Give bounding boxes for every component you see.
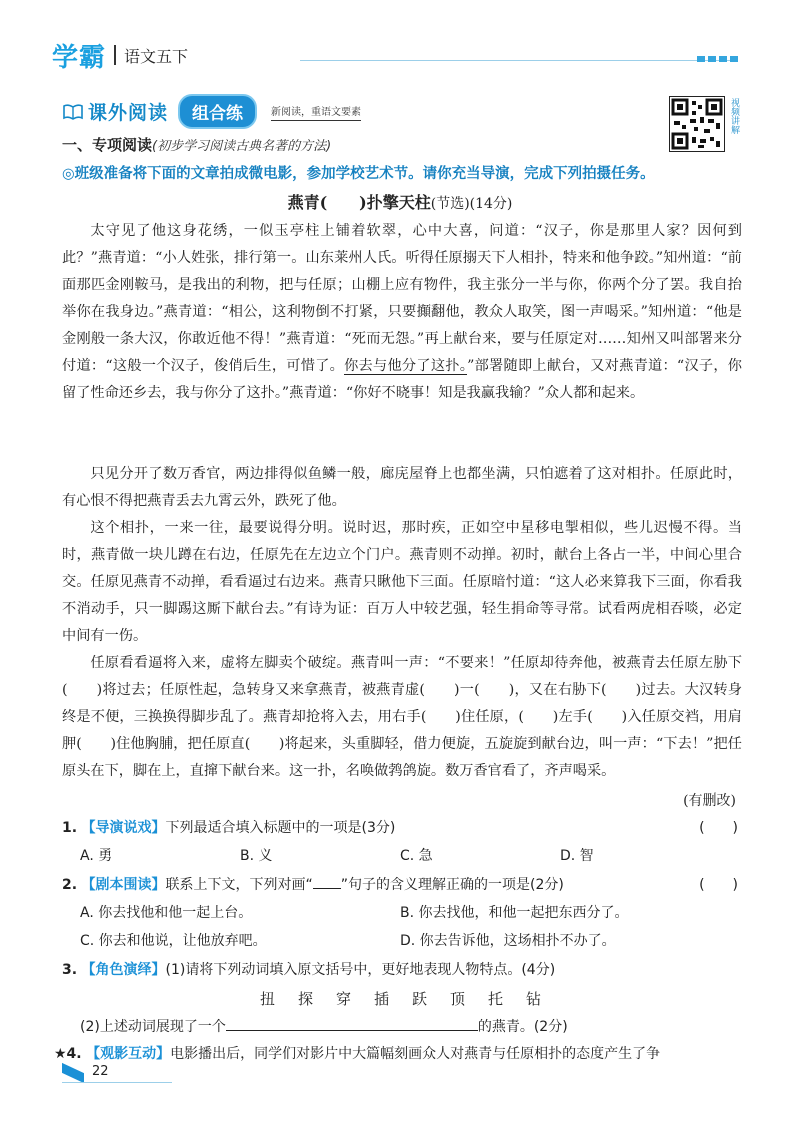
question-1-answer-bracket[interactable]: ( ) bbox=[699, 820, 738, 836]
article-paragraph-2: 只见分开了数万香官，两边排得似鱼鳞一般，廊庑屋脊上也都坐满，只怕遮着了这对相扑。任原此时，有心恨不得把燕青丢去九霄云外，跌死了他。 bbox=[62, 466, 742, 509]
question-3-tag: 【角色演绎】 bbox=[81, 962, 166, 978]
question-1-number: 1. bbox=[62, 820, 78, 836]
question-4-number: ★4. bbox=[54, 1046, 82, 1062]
part1-note: (初步学习阅读古典名著的方法) bbox=[152, 139, 332, 154]
question-2-option-b[interactable]: B. 你去找他，和他一起把东西分了。 bbox=[400, 905, 629, 921]
question-1-option-d[interactable]: D. 智 bbox=[560, 848, 594, 864]
article-paragraph-3: 这个相扑，一来一往，最要说得分明。说时迟，那时疾，正如空中星移电掣相似，些儿迟慢不得。当时，燕青做一块儿蹲在右边，任原先在左边立个门户。燕青则不动掸。初时，献台上各占一半，中间心里合交。任原见燕青不动掸，看看逼过右边来。燕青只瞅他下三面。任原暗忖道：“这人必来算我下三面，你看我不消动手，只一脚踢这厮下献台去。”有诗为证：百万人中较艺强，轻生捐命等寻常。试看两虎相吞啖，必定中间有一伤。 bbox=[62, 520, 742, 644]
verb-list bbox=[260, 988, 564, 1009]
question-3-answer-line[interactable] bbox=[226, 1016, 478, 1031]
part1-heading bbox=[62, 134, 331, 155]
verb-item: 穿 bbox=[336, 990, 352, 1008]
brand-logo: 学霸 bbox=[52, 42, 107, 73]
verb-item: 插 bbox=[374, 990, 390, 1008]
question-1-option-b[interactable]: B. 义 bbox=[240, 848, 273, 864]
question-4-tag: 【观影互动】 bbox=[86, 1046, 171, 1062]
question-2-option-d[interactable]: D. 你去告诉他，这场相扑不办了。 bbox=[400, 933, 616, 949]
verb-item: 顶 bbox=[450, 990, 466, 1008]
question-1 bbox=[62, 817, 395, 837]
question-3-number: 3. bbox=[62, 962, 78, 978]
question-3-part-2-text-a: (2)上述动词展现了一个 bbox=[80, 1019, 226, 1035]
question-3-part-2-text-b: 的燕青。(2分) bbox=[477, 1019, 568, 1035]
question-2-text-a: 联系上下文，下列对画“ bbox=[165, 877, 313, 893]
question-1-option-a[interactable]: A. 勇 bbox=[80, 848, 113, 864]
header-separator bbox=[114, 45, 116, 65]
verb-item: 托 bbox=[488, 990, 504, 1008]
article-paragraph-1: 太守见了他这身花绣，一似玉亭柱上铺着软翠，心中大喜，问道：“汉子，你是那里人家？因何到此？”燕青道：“小人姓张，排行第一。山东莱州人氏。听得任原搦天下人相扑，特来和他争跤。”知州道：“前面那匹金刚鞍马，是我出的利物，把与任原；山棚上应有物件，我主张分一半与你，你两个分了罢。我自抬举你在我身边。”燕青道：“相公，这利物倒不打紧，只要攧翻他，教众人取笑，图一声喝采。”知州道：“他是金刚般一条大汉，你敢近他不得！”燕青道：“死而无怨。”再上献台来，要与任原定对……知州又叫部署来分付道：“这般一个汉子，俊俏后生，可惜了。你去与他分了这扑。”部署随即上献台，又对燕青道：“汉子，你留了性命还乡去，我与你分了这扑。”燕青道：“你好不晓事！知是我赢我输？”众人都和起来。 bbox=[62, 223, 742, 401]
section-pill: 组合练 bbox=[178, 94, 257, 129]
question-3-part-2 bbox=[80, 1016, 568, 1036]
question-2-number: 2. bbox=[62, 877, 78, 893]
verb-item: 探 bbox=[298, 990, 314, 1008]
article-paragraph-4: 任原看看逼将入来，虚将左脚卖个破绽。燕青叫一声：“不要来！”任原却待奔他，被燕青去任原左胁下( )将过去；任原性起，急转身又来拿燕青，被燕青虚( )一( )，又在右胁下( )过去。大汉转身终是不便，三换换得脚步乱了。燕青却抢将入去，用右手( )住任原，( )左手( )入任原交裆，用肩胛( )住他胸脯，把任原直( )将起来，头重脚轻，借力便旋，五旋旋到献台边，叫一声：“下去！”把任原头在下，脚在上，直撺下献台来。这一扑，名唤做鹁鸽旋。数万香官看了，齐声喝采。 bbox=[62, 655, 742, 779]
verb-item: 钻 bbox=[526, 990, 542, 1008]
question-2-option-c[interactable]: C. 你去和他说，让他放弃吧。 bbox=[80, 933, 267, 949]
question-3-text: (1)请将下列动词填入原文括号中，更好地表现人物特点。(4分) bbox=[165, 962, 556, 978]
article-title-note: (节选)(14分) bbox=[430, 196, 513, 212]
question-1-text: 下列最适合填入标题中的一项是(3分) bbox=[165, 820, 396, 836]
header bbox=[52, 38, 188, 72]
question-2-option-a[interactable]: A. 你去找他和他一起上台。 bbox=[80, 905, 253, 921]
grade-label: 语文五下 bbox=[124, 46, 189, 66]
question-2-tag: 【剧本围读】 bbox=[81, 877, 166, 893]
question-4 bbox=[54, 1043, 660, 1063]
verb-item: 扭 bbox=[260, 990, 276, 1008]
part1-title: 一、专项阅读 bbox=[62, 136, 153, 154]
question-2-text-b: ”句子的含义理解正确的一项是(2分) bbox=[340, 877, 564, 893]
qr-label: 视频讲解 bbox=[729, 98, 739, 134]
header-rule bbox=[300, 60, 730, 61]
question-1-option-c[interactable]: C. 急 bbox=[400, 848, 433, 864]
question-2-answer-bracket[interactable]: ( ) bbox=[699, 877, 738, 893]
question-4-text: 电影播出后，同学们对影片中大篇幅刻画众人对燕青与任原相扑的态度产生了争 bbox=[170, 1046, 661, 1062]
source-note: (有删改) bbox=[683, 793, 736, 809]
task-instruction: ◎班级准备将下面的文章拍成微电影，参加学校艺术节。请你充当导演，完成下列拍摄任务。 bbox=[62, 166, 655, 182]
footer-rule bbox=[62, 1082, 172, 1083]
section-subtitle: 新阅读，重语文要素 bbox=[271, 103, 361, 121]
question-1-tag: 【导演说戏】 bbox=[81, 820, 166, 836]
footer-accent-icon bbox=[62, 1063, 84, 1083]
section-title: 课外阅读 bbox=[88, 102, 169, 124]
qr-code-icon[interactable] bbox=[669, 96, 725, 152]
article-title-text: 燕青( )扑擎天柱 bbox=[287, 193, 431, 212]
question-2 bbox=[62, 874, 564, 894]
underlined-key-sentence: 你去与他分了这扑。 bbox=[344, 358, 468, 374]
page-number: 22 bbox=[92, 1064, 109, 1079]
question-3 bbox=[62, 959, 555, 979]
question-2-underline-sample bbox=[313, 888, 341, 889]
section-heading bbox=[62, 94, 361, 129]
book-icon bbox=[62, 103, 84, 121]
article-title bbox=[0, 190, 800, 213]
header-dots-decoration bbox=[697, 56, 738, 62]
verb-item: 跃 bbox=[412, 990, 428, 1008]
